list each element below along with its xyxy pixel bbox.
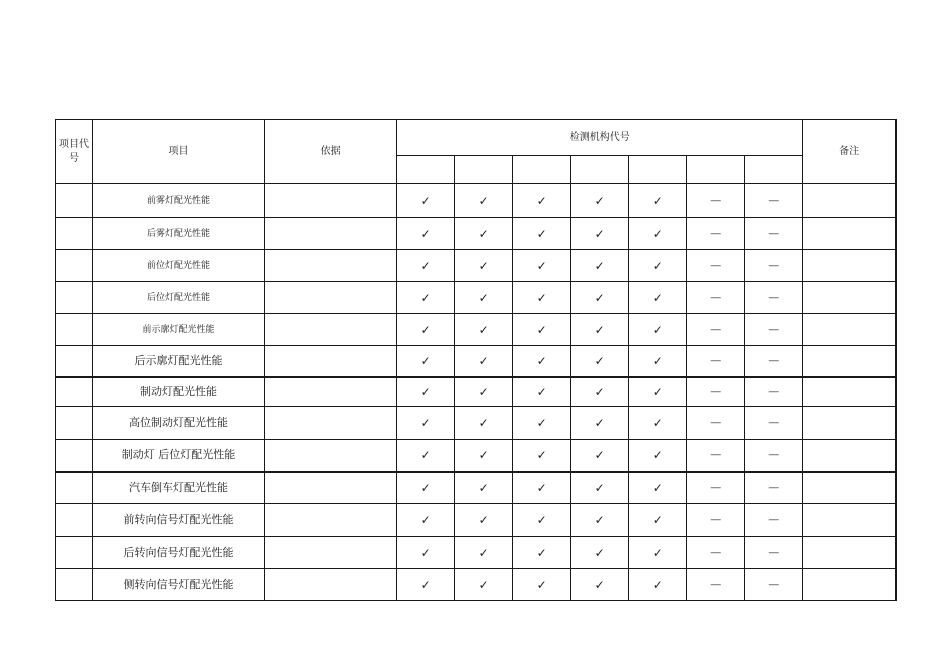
project-code-cell — [56, 218, 93, 250]
header-agency-code: 检测机构代号 — [397, 120, 803, 156]
project-code-cell — [56, 184, 93, 218]
project-code-cell — [56, 250, 93, 282]
check-mark-cell: ✓ — [571, 440, 629, 472]
check-mark-cell: ✓ — [629, 472, 687, 504]
project-name-cell: 前转向信号灯配光性能 — [93, 504, 265, 537]
check-mark-cell: ✓ — [397, 377, 455, 407]
dash-mark-cell: — — [745, 282, 803, 314]
project-name-cell: 汽车倒车灯配光性能 — [93, 472, 265, 504]
dash-mark-cell: — — [687, 504, 745, 537]
dash-mark-cell: — — [687, 407, 745, 440]
check-mark-cell: ✓ — [513, 472, 571, 504]
dash-mark-cell: — — [687, 377, 745, 407]
dash-mark-cell: — — [745, 250, 803, 282]
dash-mark-cell: — — [687, 472, 745, 504]
remarks-cell — [803, 282, 896, 314]
check-mark-cell: ✓ — [571, 184, 629, 218]
dash-mark-cell: — — [745, 537, 803, 569]
remarks-cell — [803, 184, 896, 218]
project-code-cell — [56, 407, 93, 440]
check-mark-cell: ✓ — [513, 504, 571, 537]
check-mark-cell: ✓ — [571, 407, 629, 440]
inspection-table — [55, 119, 897, 601]
table-row — [56, 314, 897, 346]
agency-column-3 — [513, 156, 571, 184]
check-mark-cell: ✓ — [571, 377, 629, 407]
dash-mark-cell: — — [687, 440, 745, 472]
check-mark-cell: ✓ — [629, 184, 687, 218]
remarks-cell — [803, 250, 896, 282]
check-mark-cell: ✓ — [455, 440, 513, 472]
dash-mark-cell: — — [745, 569, 803, 601]
basis-cell — [265, 250, 397, 282]
check-mark-cell: ✓ — [513, 314, 571, 346]
check-mark-cell: ✓ — [571, 569, 629, 601]
agency-column-5 — [629, 156, 687, 184]
check-mark-cell: ✓ — [397, 218, 455, 250]
project-name-cell: 后转向信号灯配光性能 — [93, 537, 265, 569]
dash-mark-cell: — — [745, 504, 803, 537]
check-mark-cell: ✓ — [513, 184, 571, 218]
table-row — [56, 537, 897, 569]
check-mark-cell: ✓ — [629, 314, 687, 346]
check-mark-cell: ✓ — [513, 282, 571, 314]
check-mark-cell: ✓ — [629, 407, 687, 440]
check-mark-cell: ✓ — [571, 282, 629, 314]
check-mark-cell: ✓ — [455, 504, 513, 537]
check-mark-cell: ✓ — [513, 440, 571, 472]
basis-cell — [265, 282, 397, 314]
basis-cell — [265, 377, 397, 407]
table-row — [56, 250, 897, 282]
project-code-cell — [56, 472, 93, 504]
remarks-cell — [803, 218, 896, 250]
check-mark-cell: ✓ — [513, 569, 571, 601]
check-mark-cell: ✓ — [571, 250, 629, 282]
dash-mark-cell: — — [687, 569, 745, 601]
basis-cell — [265, 569, 397, 601]
agency-column-4 — [571, 156, 629, 184]
agency-column-1 — [397, 156, 455, 184]
dash-mark-cell: — — [687, 250, 745, 282]
check-mark-cell: ✓ — [397, 250, 455, 282]
check-mark-cell: ✓ — [397, 537, 455, 569]
check-mark-cell: ✓ — [397, 407, 455, 440]
remarks-cell — [803, 440, 896, 472]
check-mark-cell: ✓ — [629, 537, 687, 569]
dash-mark-cell: — — [687, 346, 745, 377]
check-mark-cell: ✓ — [571, 504, 629, 537]
check-mark-cell: ✓ — [397, 504, 455, 537]
dash-mark-cell: — — [687, 314, 745, 346]
remarks-cell — [803, 314, 896, 346]
check-mark-cell: ✓ — [455, 537, 513, 569]
project-name-cell: 前位灯配光性能 — [93, 250, 265, 282]
check-mark-cell: ✓ — [397, 314, 455, 346]
dash-mark-cell: — — [745, 314, 803, 346]
check-mark-cell: ✓ — [455, 569, 513, 601]
agency-column-6 — [687, 156, 745, 184]
project-code-cell — [56, 537, 93, 569]
check-mark-cell: ✓ — [629, 377, 687, 407]
check-mark-cell: ✓ — [571, 346, 629, 377]
agency-column-7 — [745, 156, 803, 184]
agency-column-2 — [455, 156, 513, 184]
table-row — [56, 472, 897, 504]
dash-mark-cell: — — [745, 184, 803, 218]
table-row — [56, 569, 897, 601]
project-code-cell — [56, 377, 93, 407]
check-mark-cell: ✓ — [397, 184, 455, 218]
table-row — [56, 504, 897, 537]
basis-cell — [265, 537, 397, 569]
table-row — [56, 282, 897, 314]
dash-mark-cell: — — [687, 218, 745, 250]
check-mark-cell: ✓ — [513, 407, 571, 440]
remarks-cell — [803, 346, 896, 377]
header-basis: 依据 — [265, 120, 397, 184]
project-code-cell — [56, 282, 93, 314]
basis-cell — [265, 440, 397, 472]
check-mark-cell: ✓ — [629, 440, 687, 472]
remarks-cell — [803, 407, 896, 440]
table-row — [56, 346, 897, 377]
remarks-cell — [803, 377, 896, 407]
project-name-cell: 侧转向信号灯配光性能 — [93, 569, 265, 601]
check-mark-cell: ✓ — [455, 282, 513, 314]
check-mark-cell: ✓ — [571, 314, 629, 346]
project-name-cell: 后雾灯配光性能 — [93, 218, 265, 250]
check-mark-cell: ✓ — [513, 218, 571, 250]
table-row — [56, 377, 897, 407]
check-mark-cell: ✓ — [513, 377, 571, 407]
check-mark-cell: ✓ — [513, 250, 571, 282]
check-mark-cell: ✓ — [397, 569, 455, 601]
basis-cell — [265, 346, 397, 377]
basis-cell — [265, 472, 397, 504]
project-name-cell: 高位制动灯配光性能 — [93, 407, 265, 440]
basis-cell — [265, 184, 397, 218]
remarks-cell — [803, 569, 896, 601]
check-mark-cell: ✓ — [513, 537, 571, 569]
project-name-cell: 后示廓灯配光性能 — [93, 346, 265, 377]
header-remarks: 备注 — [803, 120, 896, 184]
header-project-code: 项目代号 — [56, 120, 93, 184]
dash-mark-cell: — — [745, 218, 803, 250]
check-mark-cell: ✓ — [455, 346, 513, 377]
table-row — [56, 440, 897, 472]
dash-mark-cell: — — [687, 184, 745, 218]
basis-cell — [265, 218, 397, 250]
remarks-cell — [803, 504, 896, 537]
project-code-cell — [56, 346, 93, 377]
check-mark-cell: ✓ — [455, 250, 513, 282]
basis-cell — [265, 407, 397, 440]
check-mark-cell: ✓ — [513, 346, 571, 377]
project-code-cell — [56, 569, 93, 601]
check-mark-cell: ✓ — [455, 184, 513, 218]
check-mark-cell: ✓ — [397, 282, 455, 314]
project-name-cell: 制动灯 后位灯配光性能 — [93, 440, 265, 472]
project-name-cell: 后位灯配光性能 — [93, 282, 265, 314]
dash-mark-cell: — — [745, 377, 803, 407]
project-name-cell: 前示廓灯配光性能 — [93, 314, 265, 346]
check-mark-cell: ✓ — [455, 377, 513, 407]
project-code-cell — [56, 314, 93, 346]
check-mark-cell: ✓ — [629, 250, 687, 282]
check-mark-cell: ✓ — [629, 282, 687, 314]
check-mark-cell: ✓ — [455, 407, 513, 440]
project-name-cell: 前雾灯配光性能 — [93, 184, 265, 218]
dash-mark-cell: — — [745, 440, 803, 472]
dash-mark-cell: — — [687, 282, 745, 314]
table-row — [56, 407, 897, 440]
check-mark-cell: ✓ — [629, 569, 687, 601]
project-code-cell — [56, 504, 93, 537]
table-body — [56, 184, 897, 601]
check-mark-cell: ✓ — [455, 314, 513, 346]
dash-mark-cell: — — [745, 346, 803, 377]
check-mark-cell: ✓ — [455, 218, 513, 250]
remarks-cell — [803, 537, 896, 569]
check-mark-cell: ✓ — [571, 472, 629, 504]
basis-cell — [265, 314, 397, 346]
check-mark-cell: ✓ — [397, 472, 455, 504]
table-row — [56, 184, 897, 218]
remarks-cell — [803, 472, 896, 504]
inspection-table-container — [55, 119, 897, 601]
project-name-cell: 制动灯配光性能 — [93, 377, 265, 407]
basis-cell — [265, 504, 397, 537]
check-mark-cell: ✓ — [571, 537, 629, 569]
project-code-cell — [56, 440, 93, 472]
check-mark-cell: ✓ — [455, 472, 513, 504]
table-row — [56, 218, 897, 250]
check-mark-cell: ✓ — [397, 440, 455, 472]
dash-mark-cell: — — [745, 407, 803, 440]
dash-mark-cell: — — [745, 472, 803, 504]
dash-mark-cell: — — [687, 537, 745, 569]
check-mark-cell: ✓ — [629, 346, 687, 377]
check-mark-cell: ✓ — [571, 218, 629, 250]
check-mark-cell: ✓ — [629, 218, 687, 250]
check-mark-cell: ✓ — [397, 346, 455, 377]
check-mark-cell: ✓ — [629, 504, 687, 537]
header-project: 项目 — [93, 120, 265, 184]
